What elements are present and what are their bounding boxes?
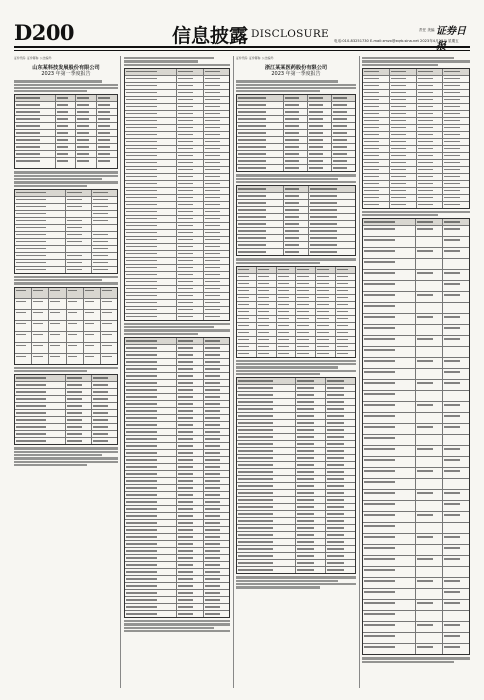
data-table: [236, 377, 356, 574]
column-1: [14, 56, 118, 688]
data-table: [124, 337, 230, 618]
data-table: [236, 94, 356, 172]
masthead: [14, 20, 470, 52]
masthead-thin-rule: [14, 50, 470, 51]
data-table: [236, 266, 356, 358]
data-table: [362, 68, 470, 209]
data-table: [14, 94, 118, 169]
section-title-en: DISCLOSURE: [251, 28, 329, 40]
stock-code-line: 证券代码: 证券简称: 公告编号:: [14, 56, 53, 60]
column-4: [362, 56, 470, 688]
masthead-rule: [14, 46, 470, 48]
column-2: [124, 56, 230, 688]
data-table: [236, 185, 356, 256]
data-table: [14, 287, 118, 365]
data-table: [124, 68, 230, 321]
column-3: [236, 56, 356, 688]
company-name: 山东某科技发展股份有限公司: [32, 65, 100, 71]
company-name: 浙江某某医药股份有限公司: [264, 65, 328, 71]
page-number: D200: [14, 20, 75, 45]
data-table: [14, 374, 118, 445]
column-divider: [359, 56, 360, 688]
section-title-cn: 信息披露: [172, 25, 249, 47]
data-table: [362, 218, 470, 655]
contact-date-line: 电话:010-83251730 E-mail:zmzx@zqrb.sina.net 2023年4月28日 星期五: [334, 39, 459, 43]
report-title: 2023 年第一季度报告: [41, 70, 91, 77]
report-title: 2023 年第一季度报告: [271, 70, 321, 77]
editor-credit: 责任 美编: [419, 28, 435, 32]
data-table: [14, 189, 118, 274]
column-divider: [233, 56, 234, 688]
stock-code-line: 证券代码: 证券简称: 公告编号:: [236, 56, 275, 60]
paper-logo: 证券日报: [436, 26, 466, 52]
column-divider: [120, 56, 121, 688]
